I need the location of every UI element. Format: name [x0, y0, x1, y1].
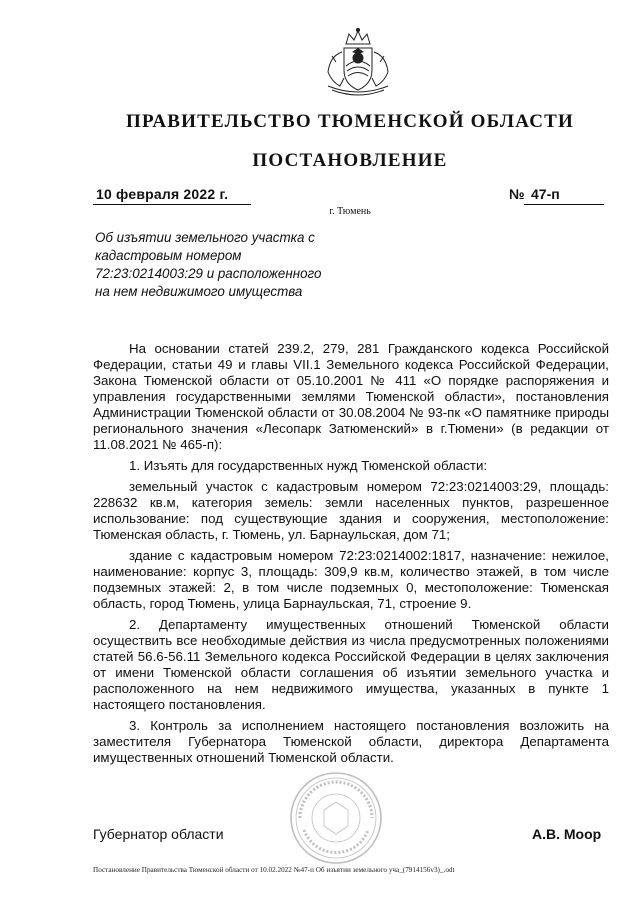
document-number: 47-п	[531, 186, 560, 202]
document-type: ПОСТАНОВЛЕНИЕ	[252, 150, 448, 171]
government-title: ПРАВИТЕЛЬСТВО ТЮМЕНСКОЙ ОБЛАСТИ	[125, 111, 575, 132]
subject-line: на нем недвижимого имущества	[95, 284, 303, 299]
official-seal-stamp-icon	[288, 770, 384, 866]
preamble-paragraph: На основании статей 239.2, 279, 281 Гражданского кодекса Российской Федерации, статьи 49 и главы VII.1 Земельного кодекса Российской Федерации, Закона Тюменской области от 05.10.2001 № 411 «О порядке распоряжения и управления государственными землями Тюменской области», постановления Администрации Тюменской области от 30.08.2004 № 93-пк «О памятнике природы регионального значения «Лесопарк Затюменский» в г.Тюмени» (в редакции от 11.08.2021 № 465-п):	[93, 341, 609, 452]
clause-1-heading: 1. Изъять для государственных нужд Тюменской области:	[129, 458, 488, 473]
city-label: г. Тюмень	[329, 206, 371, 217]
number-underline	[524, 204, 604, 205]
signatory-title: Губернатор области	[93, 826, 224, 842]
date-underline	[93, 204, 251, 205]
subject-line: Об изъятии земельного участка с	[95, 230, 315, 245]
signatory-name: А.В. Моор	[532, 826, 602, 842]
subject-line: 72:23:0214003:29 и расположенного	[95, 266, 322, 281]
coat-of-arms-icon	[316, 26, 400, 98]
clause-1-land-plot: земельный участок с кадастровым номером 72:23:0214003:29, площадь: 228632 кв.м, категория земель: земли населенных пунктов, разрешенное использование: под существующие здания и сооружения, местоположение: Тюменская область, г. Тюмень, ул. Барнаульская, дом 71;	[93, 479, 609, 542]
document-subject	[95, 229, 385, 301]
number-sign: №	[509, 186, 525, 202]
clause-3-paragraph: 3. Контроль за исполнением настоящего постановления возложить на заместителя Губернатора Тюменской области, директора Департамента имущественных отношений Тюменской области.	[93, 718, 609, 765]
clause-1-building: здание с кадастровым номером 72:23:0214002:1817, назначение: нежилое, наименование: корпус 3, площадь: 309,9 кв.м, количество этажей, в том числе подземных этажей: 2, в том числе подземных 0, местоположение: Тюменская область, город Тюмень, улица Барнаульская, 71, строение 9.	[93, 548, 609, 611]
document-body	[93, 341, 609, 771]
clause-2-paragraph: 2. Департаменту имущественных отношений Тюменской области осуществить все необходимые действия из числа предусмотренных положениями статей 56.6-56.11 Земельного кодекса Российской Федерации в целях заключения от имени Тюменской области соглашения об изъятии земельного участка и расположенного на нем недвижимого имущества, указанных в пункте 1 настоящего постановления.	[93, 617, 609, 712]
subject-line: кадастровым номером	[95, 248, 242, 263]
document-footer: Постановление Правительства Тюменской области от 10.02.2022 №47-п Об изъятии земельного уча_(7914156v3)_.odt	[93, 866, 455, 874]
document-date: 10 февраля 2022 г.	[96, 186, 229, 202]
